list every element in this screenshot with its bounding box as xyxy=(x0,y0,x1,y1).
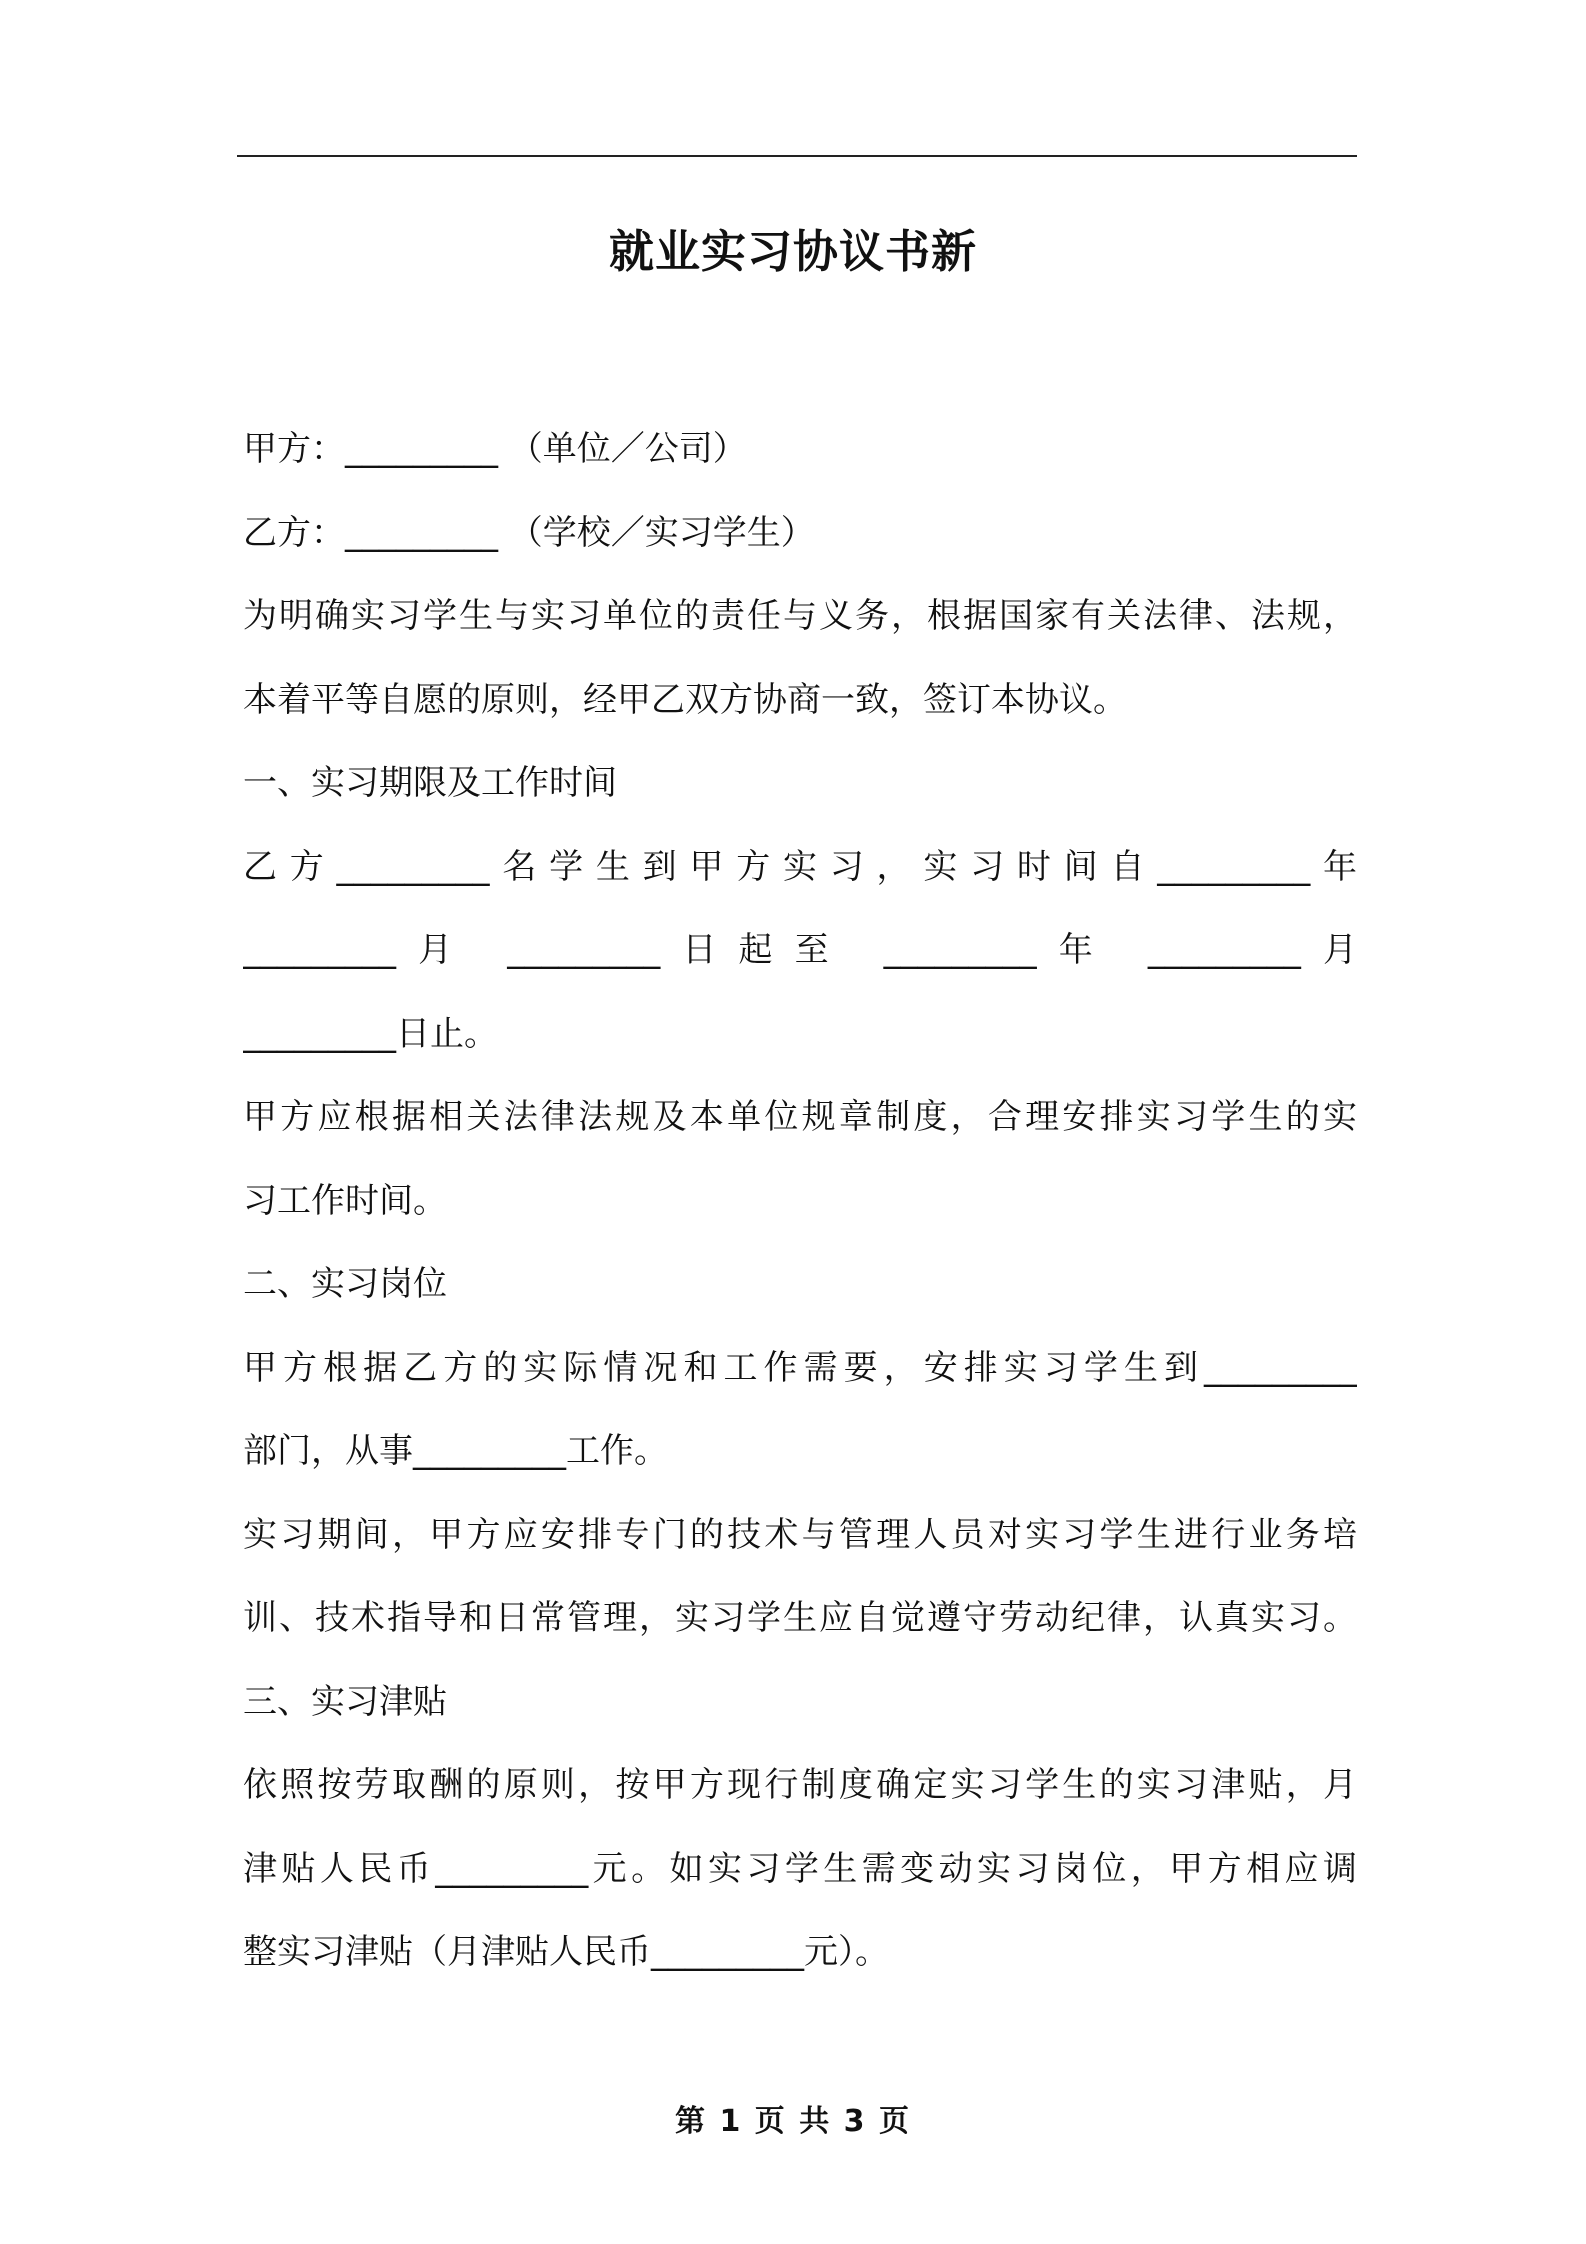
header-rule xyxy=(237,155,1357,157)
paragraph-line: 实习期间，甲方应安排专门的技术与管理人员对实习学生进行业务培 xyxy=(243,1514,1357,1555)
paragraph-line: 甲方根据乙方的实际情况和工作需要，安排实习学生到_________ xyxy=(243,1347,1357,1388)
paragraph-line: 依照按劳取酬的原则，按甲方现行制度确定实习学生的实习津贴，月 xyxy=(243,1765,1357,1805)
section-heading: 三、实习津贴 xyxy=(243,1681,447,1722)
page-number-footer: 第 1 页 共 3 页 xyxy=(675,2104,911,2139)
paragraph-line: _________月 _________日起至 _________年 _________月 xyxy=(243,930,1357,970)
paragraph-line: 部门，从事_________工作。 xyxy=(243,1431,668,1471)
document-body xyxy=(243,408,1357,1995)
paragraph-line: 训、技术指导和日常管理，实习学生应自觉遵守劳动纪律，认真实习。 xyxy=(243,1598,1357,1638)
party-a-line: 甲方：_________ （单位／公司） xyxy=(243,429,747,469)
paragraph-line: _________日止。 xyxy=(243,1013,498,1054)
section-heading: 一、实习期限及工作时间 xyxy=(243,763,617,803)
paragraph-line: 习工作时间。 xyxy=(243,1180,447,1221)
paragraph-line: 为明确实习学生与实习单位的责任与义务，根据国家有关法律、法规， xyxy=(243,596,1357,636)
section-heading: 二、实习岗位 xyxy=(243,1264,447,1304)
paragraph-line: 津贴人民币_________元。如实习学生需变动实习岗位，甲方相应调 xyxy=(243,1848,1357,1889)
page-title: 就业实习协议书新 xyxy=(608,225,977,278)
paragraph-line: 本着平等自愿的原则，经甲乙双方协商一致，签订本协议。 xyxy=(243,679,1127,720)
paragraph-line: 甲方应根据相关法律法规及本单位规章制度，合理安排实习学生的实 xyxy=(243,1097,1357,1137)
paragraph-line: 乙方_________名学生到甲方实习，实习时间自_________年 xyxy=(243,846,1357,887)
party-b-line: 乙方：_________ （学校／实习学生） xyxy=(243,512,815,553)
paragraph-line: 整实习津贴（月津贴人民币_________元）。 xyxy=(243,1932,889,1972)
